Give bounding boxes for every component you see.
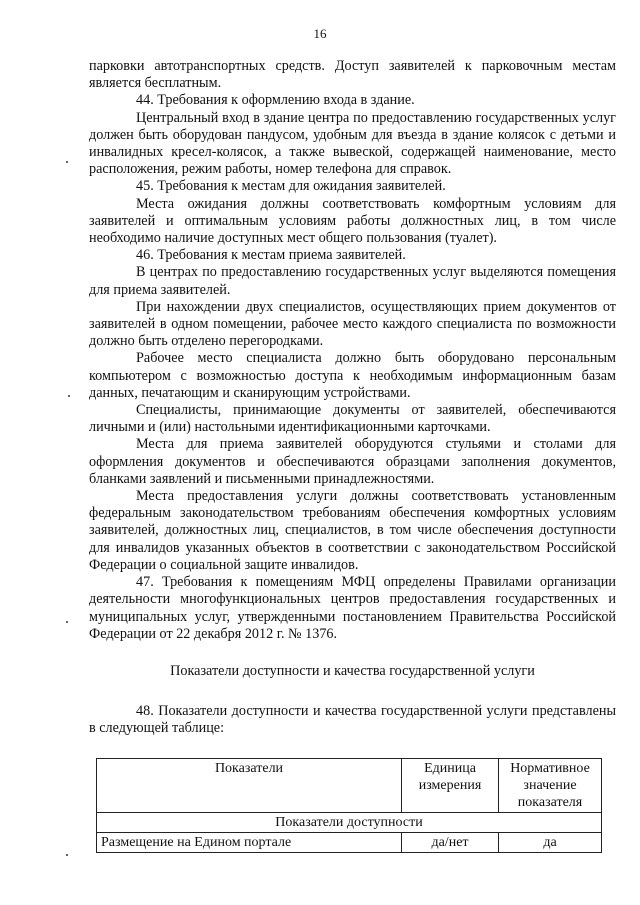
paragraph: Рабочее место специалиста должно быть оборудовано персональным компьютером с возможностью доступа к необходимым информационным базам данных, печатающим и сканирующим устройствами. (89, 350, 616, 401)
paragraph: Специалисты, принимающие документы от заявителей, обеспечиваются личными и (или) настольными идентификационными карточками. (89, 402, 616, 436)
paragraph: Центральный вход в здание центра по предоставлению государственных услуг должен быть оборудован пандусом, удобным для въезда в здание колясок с детьми и инвалидных кресел-колясок, а также вывеской, содержащей наименование, место расположения, режим работы, номер телефона для справок. (89, 109, 616, 178)
paragraph: Места предоставления услуги должны соответствовать установленным федеральным законодательством требованиям обеспечения комфортных условиям заявителей, должностных лиц, специалистов, в том числе обеспечения доступности для инвалидов указанных объектов в соответствии с законодательством Российской Федерации о социальной защите инвалидов. (89, 488, 616, 573)
header-indicators: Показатели (97, 758, 402, 812)
clause-44-title: 44. Требования к оформлению входа в здание. (136, 92, 415, 109)
paragraph: При нахождении двух специалистов, осуществляющих прием документов от заявителей в одном помещении, рабочее место каждого специалиста по возможности должно быть отделено перегородками. (89, 298, 616, 350)
paragraph: Места для приема заявителей оборудуются стульями и столами для оформления документов и обеспечиваются образцами заполнения документов, бланками заявлений и письменными принадлежностями. (89, 436, 616, 487)
paragraph: В центрах по предоставлению государственных услуг выделяются помещения для приема заявителей. (89, 264, 616, 298)
clause-48-intro: 48. Показатели доступности и качества государственной услуги представлены в следующей таблице: (89, 703, 616, 737)
scan-mark (66, 161, 68, 163)
header-norm-value: Нормативное значение показателя (499, 758, 602, 812)
section-heading: Показатели доступности и качества государственной услуги (170, 662, 535, 679)
table-row (97, 832, 602, 852)
row-unit: да/нет (402, 832, 499, 852)
table-header-row (97, 758, 602, 812)
section-label: Показатели доступности (97, 812, 602, 832)
document-body (89, 58, 616, 853)
paragraph: парковки автотранспортных средств. Доступ заявителей к парковочным местам является бесплатным. (89, 58, 616, 92)
scan-mark (66, 854, 68, 856)
table-section-row (97, 812, 602, 832)
page-number: 16 (313, 26, 327, 41)
scan-mark (66, 621, 68, 623)
indicators-table (96, 758, 602, 853)
scan-mark (68, 395, 70, 397)
clause-46-title: 46. Требования к местам приема заявителей. (136, 247, 406, 264)
clause-47: 47. Требования к помещениям МФЦ определены Правилами организации деятельности многофункциональных центров предоставления государственных и муниципальных услуг, утвержденными постановлением Правительства Российской Федерации от 22 декабря 2012 г. № 1376. (89, 574, 616, 642)
header-unit: Единица измерения (402, 758, 499, 812)
clause-45-title: 45. Требования к местам для ожидания заявителей. (136, 178, 446, 195)
row-indicator-name: Размещение на Едином портале (97, 832, 402, 852)
paragraph: Места ожидания должны соответствовать комфортным условиям для заявителей и оптимальным условиям работы должностных лиц, в том числе необходимо наличие доступных мест общего пользования (туалет). (89, 195, 616, 247)
row-norm: да (499, 832, 602, 852)
